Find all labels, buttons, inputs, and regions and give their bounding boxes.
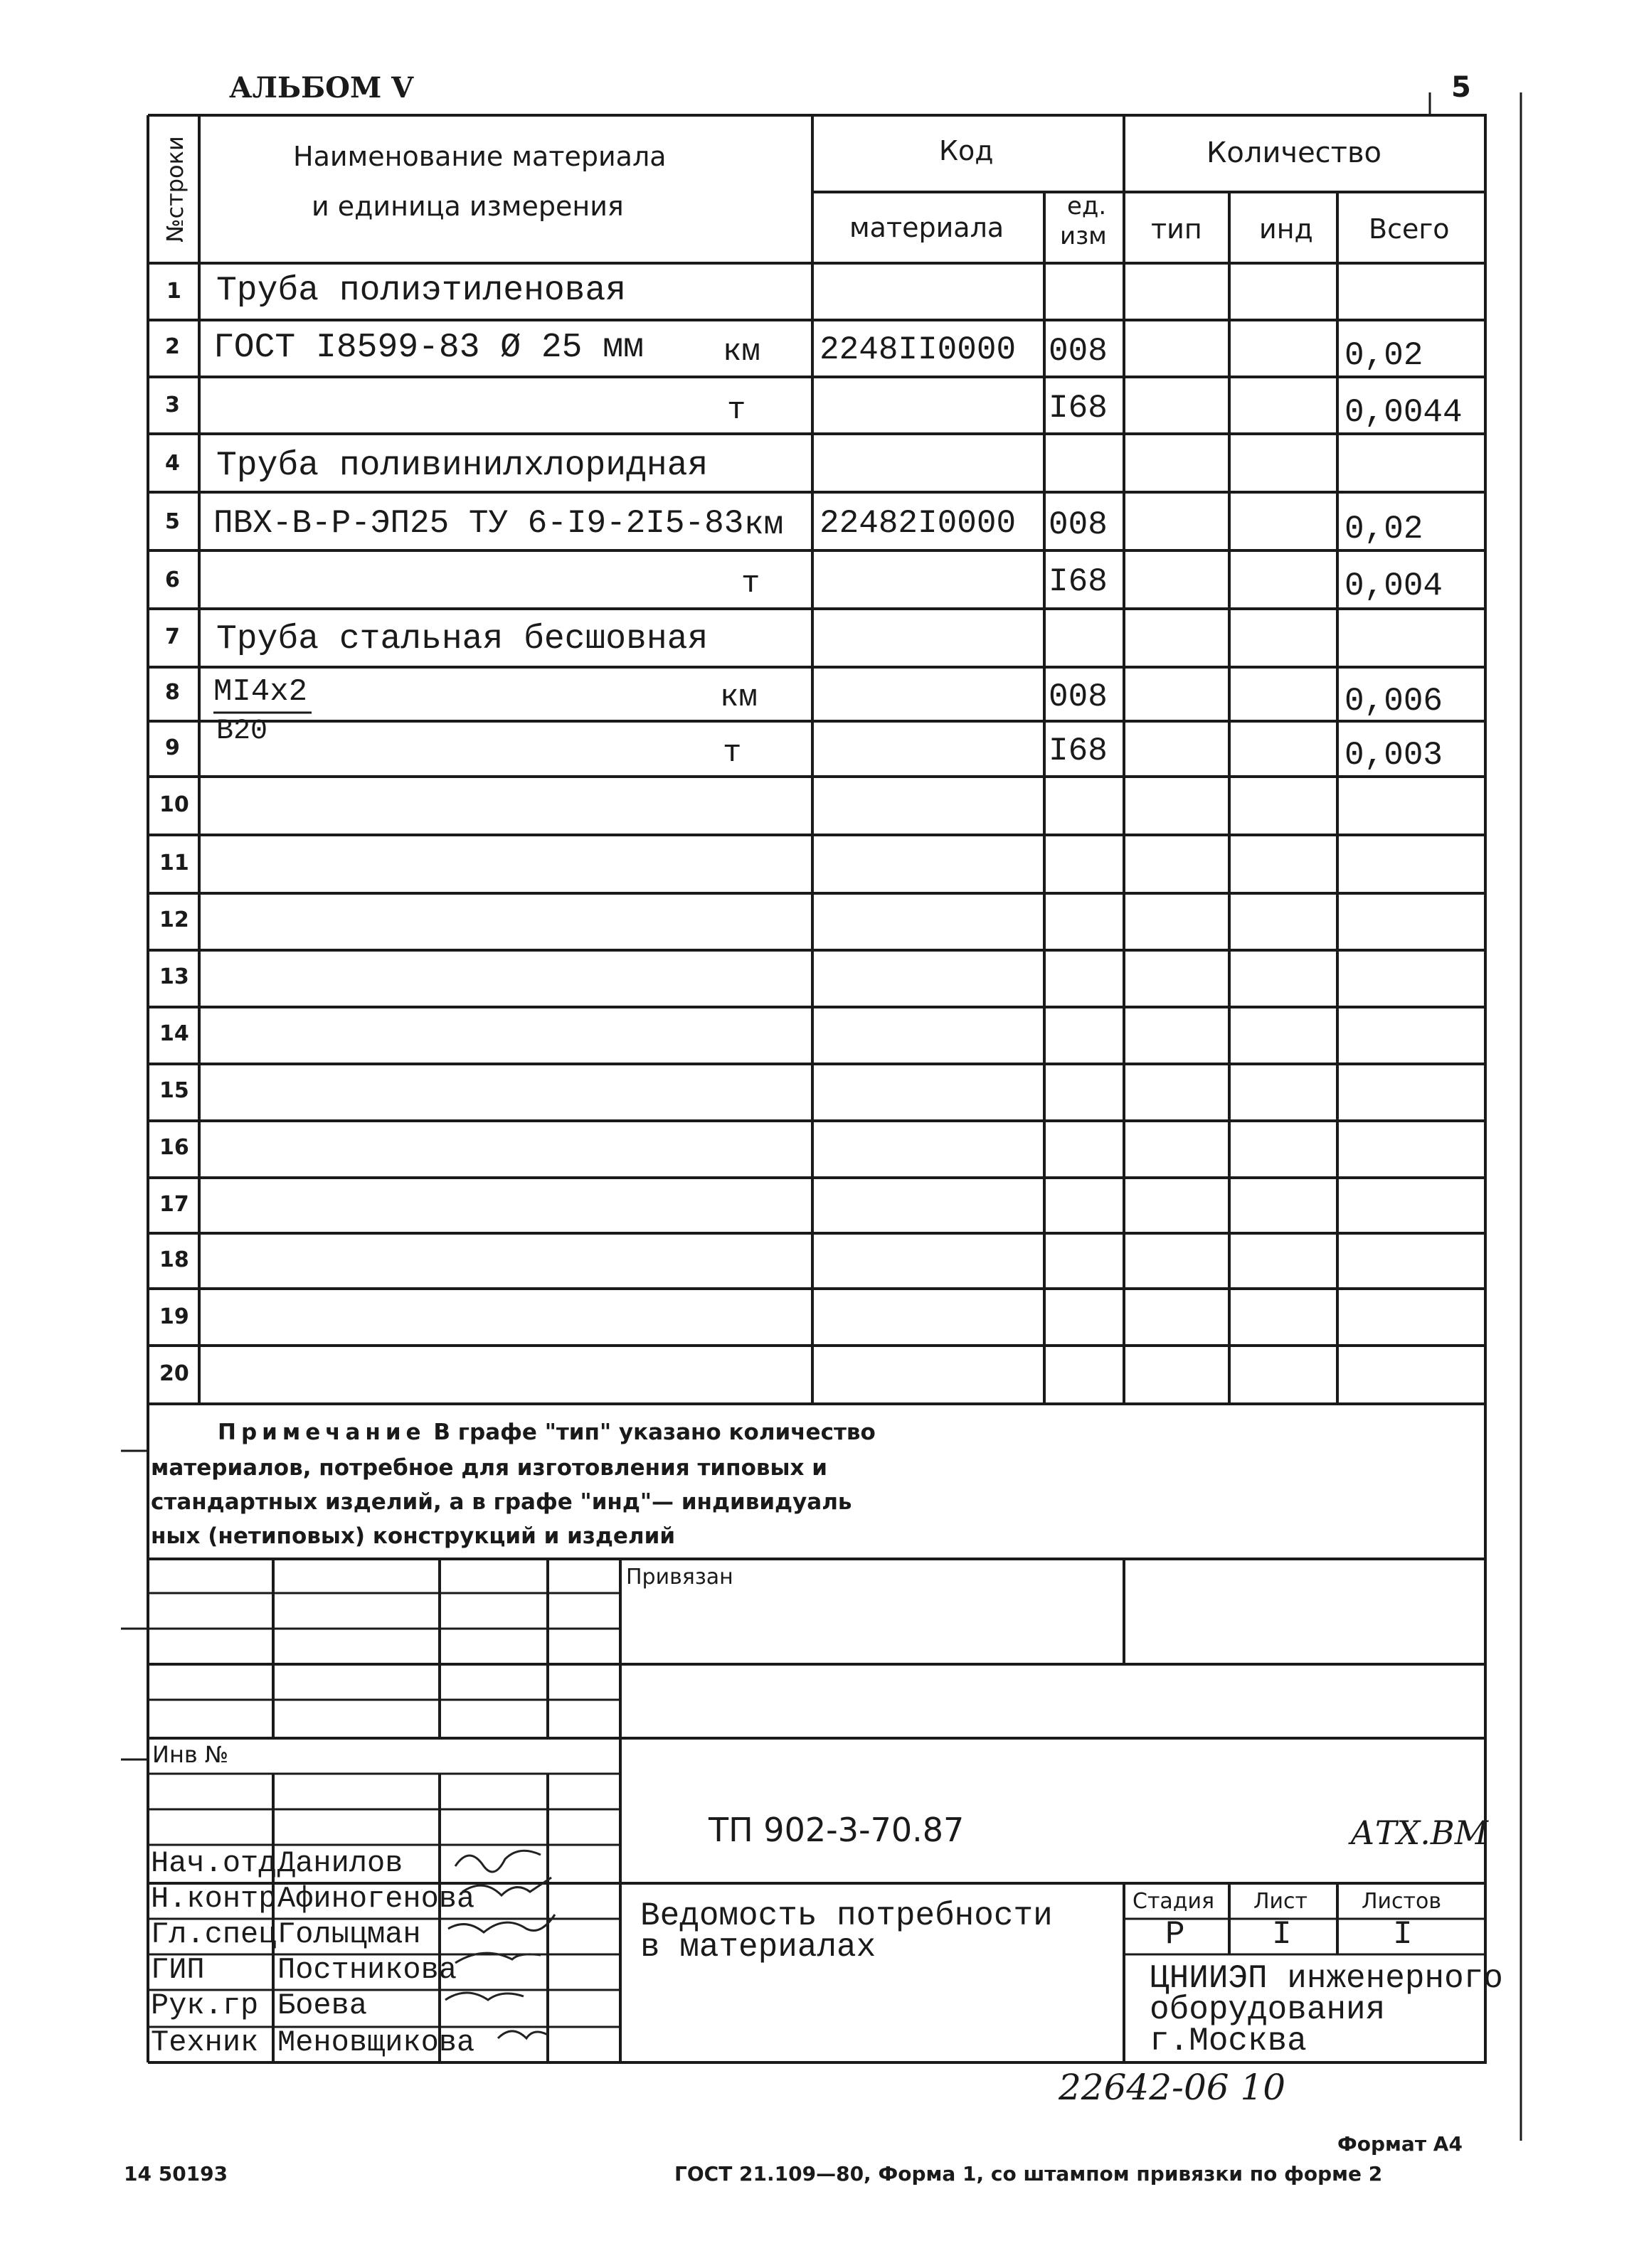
- total-quantity: 0,003: [1344, 737, 1443, 774]
- row-number-header: №строки: [161, 136, 189, 243]
- row-number: 18: [159, 1247, 189, 1272]
- staff-role: Н.контр: [151, 1882, 277, 1916]
- tip-header: тип: [1151, 213, 1202, 245]
- organization-line3: г.Москва: [1150, 2023, 1307, 2060]
- row-number: 9: [165, 735, 180, 760]
- unit-code: 008: [1049, 678, 1108, 715]
- row-number: 11: [159, 851, 189, 875]
- document-code: ТП 902-3-70.87: [709, 1811, 965, 1849]
- document-title-line2: в материалах: [640, 1929, 876, 1966]
- document-title-line1: Ведомость потребности: [640, 1897, 1053, 1934]
- stage-label: Стадия: [1133, 1889, 1215, 1914]
- page-number: 5: [1451, 71, 1471, 104]
- row-number: 6: [165, 568, 180, 592]
- handwritten-registration-number: 22642-06 10: [1059, 2067, 1286, 2108]
- material-code: 2248II0000: [820, 331, 1017, 368]
- total-quantity: 0,006: [1344, 683, 1443, 720]
- unit-header-line1: ед.: [1067, 192, 1107, 220]
- note-line2: материалов, потребное для изготовления типовых и: [151, 1455, 828, 1481]
- staff-name: Данилов: [277, 1846, 403, 1880]
- stage-value: Р: [1165, 1916, 1185, 1953]
- staff-name: Постникова: [277, 1953, 457, 1987]
- footer-left-number: 14 50193: [124, 2162, 228, 2186]
- footer-standard-reference: ГОСТ 21.109—80, Форма 1, со штампом привязки по форме 2: [674, 2162, 1383, 2186]
- row-number: 14: [159, 1021, 189, 1046]
- row-number: 10: [159, 792, 189, 817]
- material-name: Труба стальная бесшовная: [216, 620, 709, 659]
- material-name: MI4x2: [213, 674, 308, 710]
- row-number: 17: [159, 1192, 189, 1217]
- material-name: Труба поливинилхлоридная: [216, 447, 709, 485]
- unit-code: 008: [1049, 506, 1108, 543]
- document-mark: АТХ.ВМ: [1350, 1814, 1488, 1852]
- row-number: 8: [165, 680, 180, 705]
- total-quantity: 0,02: [1344, 511, 1423, 548]
- unit-of-measure: т: [727, 393, 746, 428]
- ind-header: инд: [1259, 213, 1313, 245]
- material-name: ГОСТ I8599-83 Ø 25 мм: [213, 329, 644, 367]
- material-name: ПВХ-В-Р-ЭП25 ТУ 6-I9-2I5-83: [213, 505, 744, 542]
- unit-of-measure: т: [741, 566, 760, 602]
- note-lead: Примечание: [218, 1420, 426, 1445]
- code-header: Код: [939, 135, 994, 166]
- privyazan-label: Привязан: [626, 1565, 733, 1590]
- name-header-line2: и единица измерения: [312, 191, 624, 222]
- row-number: 15: [159, 1078, 189, 1103]
- note-line4: ных (нетиповых) конструкций и изделий: [151, 1523, 676, 1549]
- unit-header-line2: изм: [1060, 222, 1107, 250]
- row-number: 2: [165, 334, 180, 359]
- total-quantity: 0,0044: [1344, 394, 1463, 431]
- total-quantity: 0,02: [1344, 337, 1423, 374]
- row-number: 20: [159, 1361, 189, 1386]
- material-code: 22482I0000: [820, 505, 1017, 542]
- staff-role: Гл.спец: [151, 1917, 277, 1952]
- note-text: В графе "тип" указано количество: [425, 1420, 876, 1445]
- material-name: B20: [216, 715, 268, 747]
- row-number: 4: [165, 451, 180, 476]
- unit-of-measure: км: [723, 334, 760, 370]
- material-header: материала: [849, 212, 1004, 243]
- row-number: 5: [165, 509, 180, 534]
- album-label: АЛЬБОМ V: [229, 71, 414, 105]
- unit-code: I68: [1049, 563, 1108, 600]
- staff-role: Техник: [151, 2025, 259, 2060]
- row-number: 3: [165, 393, 180, 417]
- total-quantity: 0,004: [1344, 568, 1443, 605]
- staff-name: Афиногенова: [277, 1882, 475, 1916]
- unit-of-measure: км: [744, 506, 784, 543]
- staff-name: Боева: [277, 1989, 368, 2023]
- sheet-value: I: [1272, 1916, 1292, 1953]
- format-label: Формат А4: [1337, 2132, 1463, 2156]
- unit-of-measure: км: [720, 680, 758, 715]
- staff-name: Голыцман: [277, 1917, 421, 1952]
- unit-code: 008: [1049, 333, 1108, 370]
- row-number: 16: [159, 1135, 189, 1160]
- sheet-label: Лист: [1253, 1889, 1308, 1914]
- organization-line2: оборудования: [1150, 1991, 1386, 2028]
- sheets-label: Листов: [1362, 1889, 1442, 1914]
- row-number: 13: [159, 964, 189, 989]
- organization-line1: ЦНИИЭП инженерного: [1150, 1960, 1503, 1997]
- sheets-value: I: [1393, 1916, 1413, 1953]
- row-number: 1: [166, 279, 181, 304]
- row-number: 7: [165, 624, 180, 649]
- total-header: Всего: [1369, 213, 1450, 245]
- staff-name: Меновщикова: [277, 2025, 475, 2060]
- unit-code: I68: [1049, 390, 1108, 427]
- note-line1: [218, 1420, 876, 1445]
- unit-code: I68: [1049, 733, 1108, 770]
- unit-of-measure: т: [723, 735, 742, 771]
- staff-role: Рук.гр: [151, 1989, 259, 2023]
- staff-role: Нач.отд: [151, 1846, 277, 1880]
- row-number: 12: [159, 907, 189, 932]
- quantity-header: Количество: [1206, 137, 1382, 169]
- staff-role: ГИП: [151, 1953, 205, 1987]
- row-number: 19: [159, 1304, 189, 1329]
- note-line3: стандартных изделий, а в графе "инд"— индивидуаль: [151, 1489, 852, 1515]
- name-header-line1: Наименование материала: [293, 141, 667, 172]
- material-name: Труба полиэтиленовая: [216, 272, 627, 310]
- inv-number-label: Инв №: [152, 1741, 229, 1768]
